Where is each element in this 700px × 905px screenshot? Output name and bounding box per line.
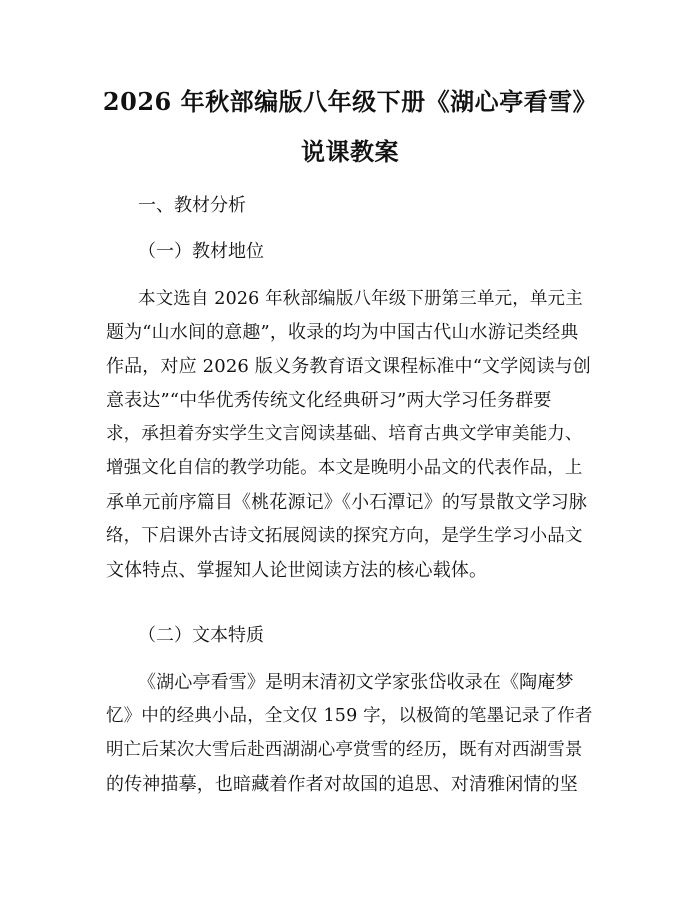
subsection-heading-text-features: （二）文本特质 [138,625,264,646]
paragraph-line: 文体特点、掌握知人论世阅读方法的核心载体。 [106,560,488,581]
paragraph-line: 忆》中的经典小品，全文仅 159 字，以极简的笔墨记录了作者 [106,706,593,726]
paragraph-line: 的传神描摹，也暗藏着作者对故国的追思、对清雅闲情的坚 [106,774,578,795]
document-title: 2026 年秋部编版八年级下册《湖心亭看雪》 [102,87,598,116]
paragraph-line: 本文选自 2026 年秋部编版八年级下册第三单元，单元主 [138,289,583,309]
paragraph-line: 明亡后某次大雪后赴西湖湖心亭赏雪的经历，既有对西湖雪景 [106,740,583,760]
paragraph-line: 作品，对应 2026 版义务教育语文课程标准中“文学阅读与创 [106,356,591,377]
section-heading-textbook-analysis: 一、教材分析 [138,195,246,216]
paragraph-line: 络，下启课外古诗文拓展阅读的探究方向，是学生学习小品文 [106,526,583,546]
paragraph-line: 题为“山水间的意趣”，收录的均为中国古代山水游记类经典 [106,322,579,343]
paragraph-line: 《湖心亭看雪》是明末清初文学家张岱收录在《陶庵梦 [138,672,574,693]
paragraph-line: 求，承担着夯实学生文言阅读基础、培育古典文学审美能力、 [106,424,583,444]
paragraph-line: 意表达”“中华优秀传统文化经典研习”两大学习任务群要 [106,390,552,411]
subsection-heading-textbook-position: （一）教材地位 [138,241,264,262]
document-subtitle: 说课教案 [301,137,399,166]
paragraph-line: 承单元前序篇目《桃花源记》《小石潭记》的写景散文学习脉 [106,492,588,513]
paragraph-line: 增强文化自信的教学功能。本文是晚明小品文的代表作品，上 [106,458,583,478]
